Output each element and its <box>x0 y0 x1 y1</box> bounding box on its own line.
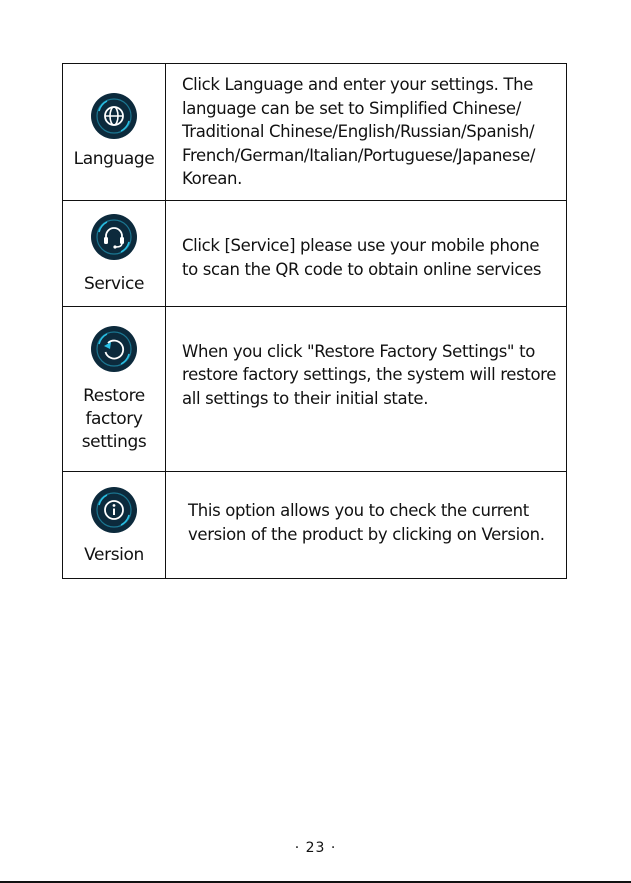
row-label: Service <box>83 274 145 294</box>
row-description-cell <box>166 472 566 578</box>
table-row-language <box>63 64 566 201</box>
row-label: Restore factory settings <box>81 386 147 452</box>
row-label-cell <box>63 201 166 306</box>
row-description: When you click "Restore Factory Settings" to restore factory settings, the system will restore all settings to their initial state. <box>182 341 557 408</box>
settings-table <box>62 63 567 579</box>
globe-icon <box>90 92 138 140</box>
restore-icon <box>90 325 138 373</box>
row-description-cell <box>166 201 566 306</box>
table-row-restore <box>63 307 566 472</box>
row-description: Click Language and enter your settings. The language can be set to Simplified Chinese/ Traditional Chinese/English/Russian/Spanish/ French/German/Italian/Portuguese/Japanese/ Korean. <box>182 75 536 189</box>
row-description-cell <box>166 64 566 200</box>
row-description-cell <box>166 307 566 471</box>
row-label: Version <box>84 545 144 565</box>
table-row-version <box>63 472 566 578</box>
row-label-cell <box>63 307 166 471</box>
row-label-cell <box>63 472 166 578</box>
info-icon <box>90 486 138 534</box>
row-label-cell <box>63 64 166 200</box>
table-row-service <box>63 201 566 307</box>
row-description: This option allows you to check the current version of the product by clicking on Version. <box>188 501 545 544</box>
headset-icon <box>90 213 138 261</box>
row-description: Click [Service] please use your mobile phone to scan the QR code to obtain online services <box>182 236 542 279</box>
row-label: Language <box>73 149 155 169</box>
page-number: · 23 · <box>294 840 337 856</box>
